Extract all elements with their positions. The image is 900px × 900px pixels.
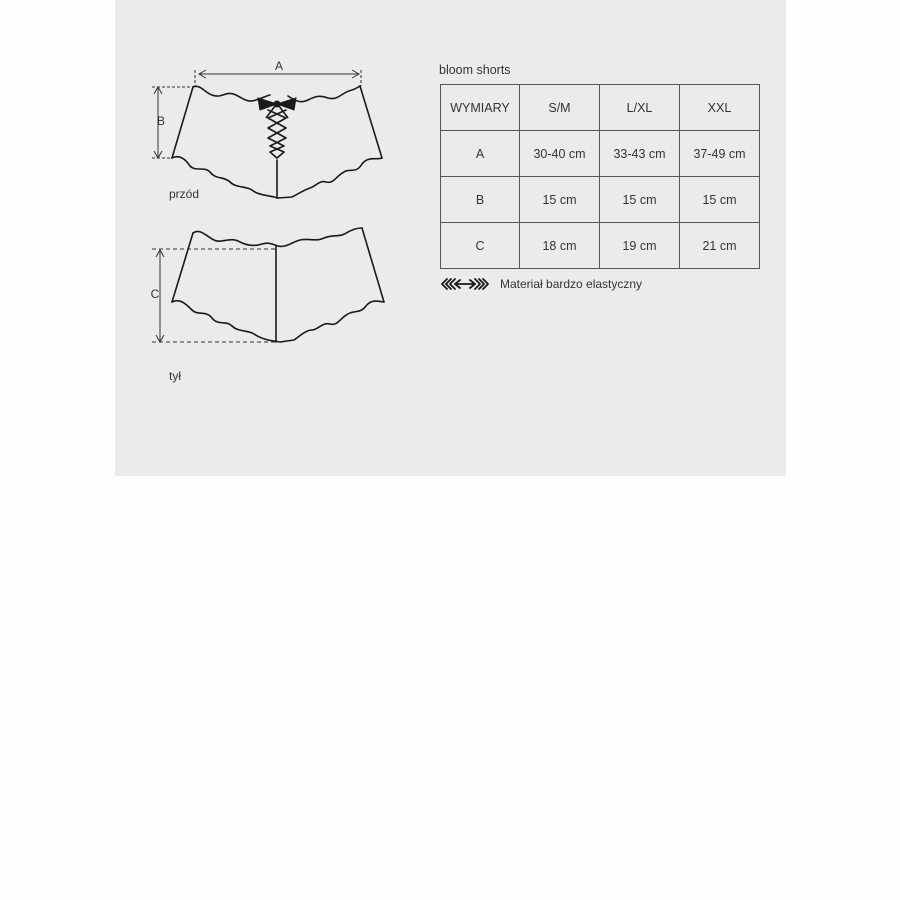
table-cell: 30-40 cm	[520, 131, 600, 177]
size-table	[440, 84, 760, 269]
label-b: B	[156, 114, 166, 128]
table-cell: 15 cm	[520, 177, 600, 223]
table-row	[441, 177, 760, 223]
table-row	[441, 131, 760, 177]
column-header: WYMIARY	[441, 85, 520, 131]
column-header: L/XL	[600, 85, 680, 131]
product-title: bloom shorts	[439, 63, 511, 77]
stretch-note	[441, 277, 642, 291]
column-header: S/M	[520, 85, 600, 131]
table-cell: 19 cm	[600, 223, 680, 269]
label-a: A	[274, 59, 284, 73]
row-label: B	[441, 177, 520, 223]
table-cell: 18 cm	[520, 223, 600, 269]
stretch-arrows-icon	[441, 277, 489, 291]
bow-icon	[258, 98, 296, 118]
label-c: C	[150, 287, 160, 301]
column-header: XXL	[680, 85, 760, 131]
table-header-row	[441, 85, 760, 131]
table-row	[441, 223, 760, 269]
row-label: A	[441, 131, 520, 177]
row-label: C	[441, 223, 520, 269]
back-shorts-outline	[172, 228, 384, 342]
stretch-note-text: Materiał bardzo elastyczny	[500, 277, 643, 291]
front-caption: przód	[169, 187, 200, 201]
table-cell: 37-49 cm	[680, 131, 760, 177]
back-caption: tył	[169, 369, 181, 383]
table-cell: 33-43 cm	[600, 131, 680, 177]
table-cell: 21 cm	[680, 223, 760, 269]
table-cell: 15 cm	[600, 177, 680, 223]
dimension-c	[152, 249, 280, 342]
table-cell: 15 cm	[680, 177, 760, 223]
